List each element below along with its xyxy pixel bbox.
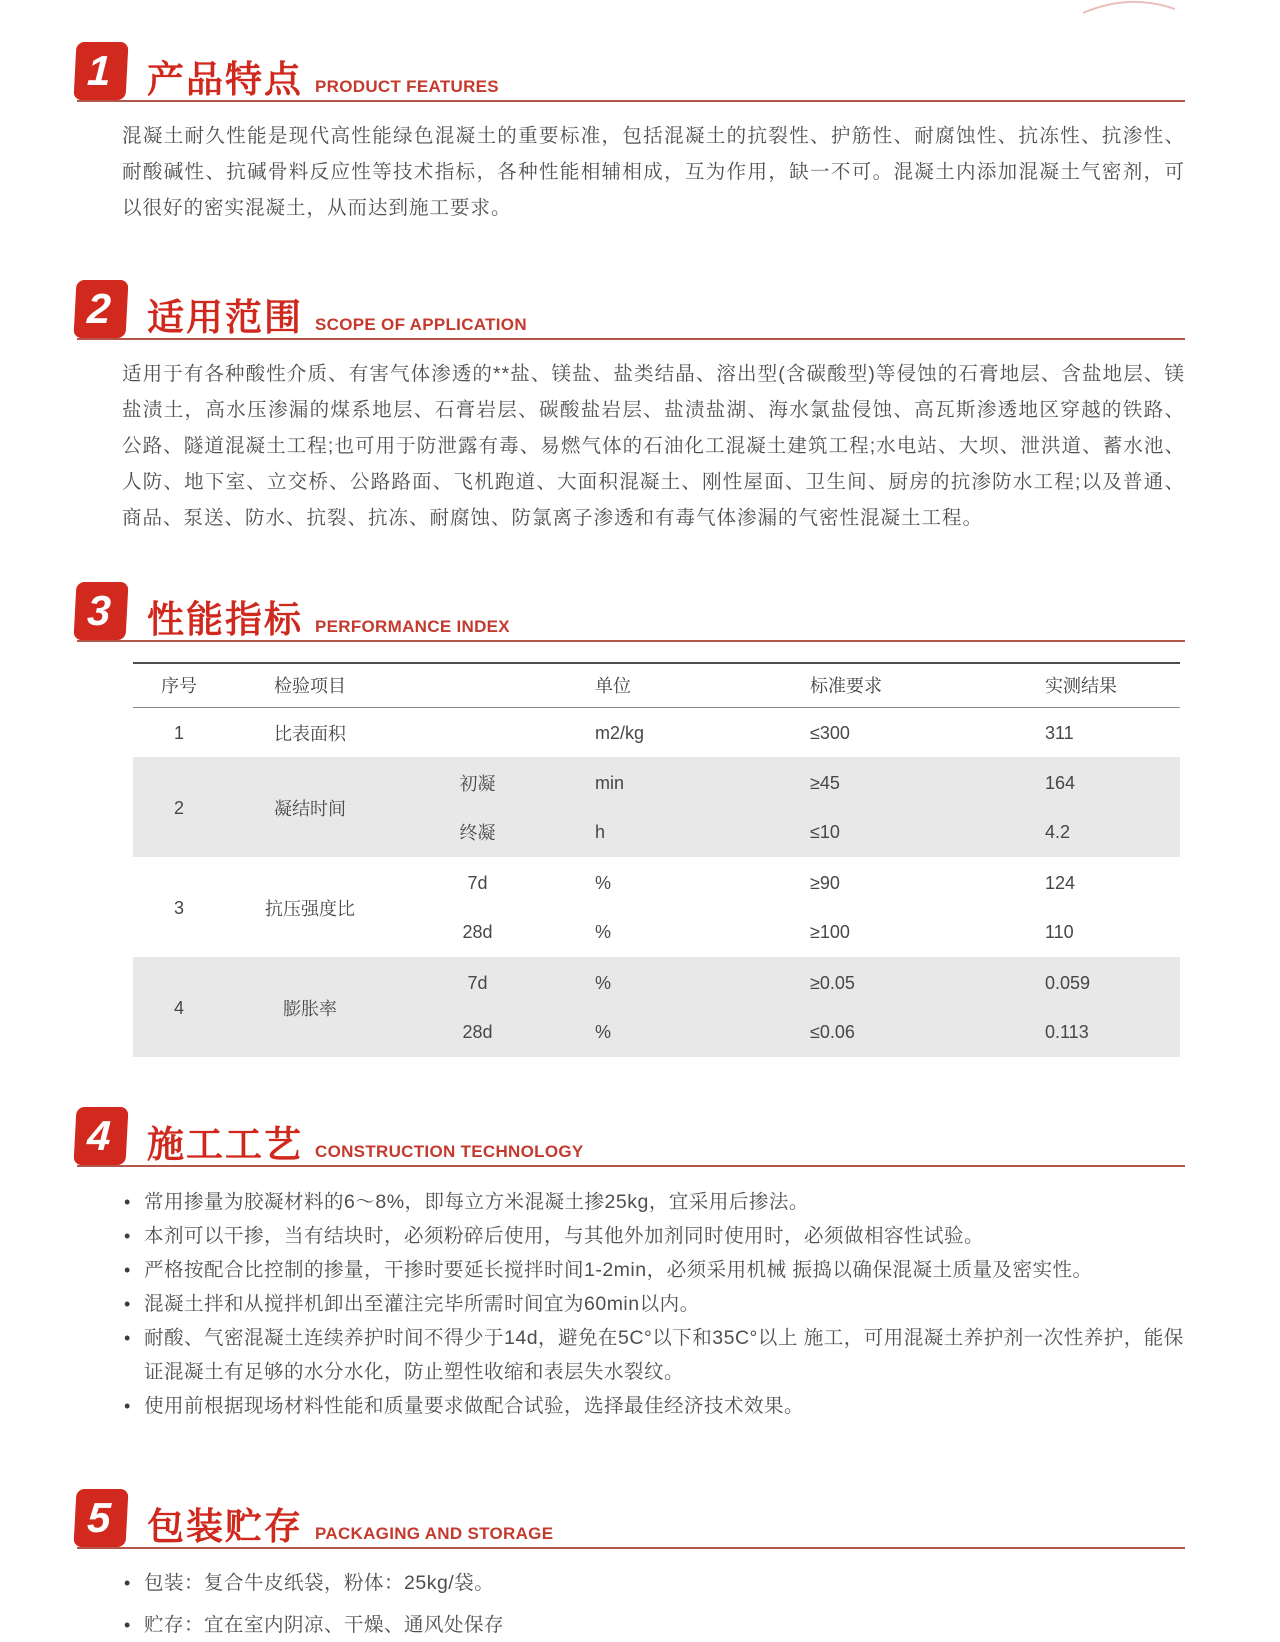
section-title: 包装贮存 [147, 1506, 303, 1547]
cell-requirement: ≥0.05 [810, 972, 855, 993]
list-item: • 使用前根据现场材料性能和质量要求做配合试验，选择最佳经济技术效果。 [122, 1389, 1185, 1423]
section-number-badge [73, 1107, 128, 1165]
cell-requirement: ≤300 [810, 722, 850, 743]
cell-result: 0.059 [1045, 972, 1091, 993]
header-sub-item [395, 663, 560, 707]
list-item: • 严格按配合比控制的掺量，干掺时要延长搅拌时间1-2min，必须采用机械 振捣以确保混凝土质量及密实性。 [122, 1253, 1185, 1287]
section-number: 3 [86, 587, 112, 634]
header-standard-requirement: 标准要求 [810, 676, 882, 697]
section-subtitle: CONSTRUCTION TECHNOLOGY [315, 1142, 584, 1161]
row-group-expansion-rate [133, 957, 1180, 1057]
header-rule [77, 338, 1185, 340]
section-titles [147, 1508, 553, 1545]
section-performance-index [75, 582, 1185, 1057]
cell-serial: 4 [173, 997, 184, 1018]
list-item: • 常用掺量为胶凝材料的6～8%，即每立方米混凝土掺25kg，宜采用后掺法。 [122, 1185, 1185, 1219]
cell-sub: 28d [462, 921, 493, 942]
header-serial-number: 序号 [161, 676, 197, 697]
row-group-compressive-strength-ratio [133, 857, 1180, 957]
cell-sub: 7d [467, 872, 488, 893]
cell-requirement: ≥90 [810, 872, 840, 893]
cell-item: 比表面积 [274, 724, 346, 745]
table-row [133, 857, 1180, 907]
section-scope-of-application [75, 280, 1185, 536]
cell-result: 110 [1045, 921, 1074, 942]
table-row [133, 757, 1180, 807]
cell-result: 311 [1045, 722, 1074, 743]
section-subtitle: PERFORMANCE INDEX [315, 617, 510, 636]
header-rule [77, 1165, 1185, 1167]
section-titles [147, 1126, 584, 1163]
cell-requirement: ≤0.06 [810, 1021, 855, 1042]
section-subtitle: SCOPE OF APPLICATION [315, 315, 527, 334]
list-item: • 混凝土拌和从搅拌机卸出至灌注完毕所需时间宜为60min以内。 [122, 1287, 1185, 1321]
section-number-badge [73, 42, 128, 100]
list-item: • 贮存：宜在室内阴凉、干燥、通风处保存 [122, 1609, 1185, 1642]
cell-unit: min [595, 772, 625, 793]
section-number-badge [73, 1489, 128, 1547]
section-header [75, 582, 1185, 644]
section-header [75, 280, 1185, 342]
table-row [133, 707, 1180, 757]
performance-table [133, 662, 1180, 1057]
cell-item: 膨胀率 [283, 999, 337, 1019]
cell-serial: 3 [173, 897, 184, 918]
table-header-row [133, 663, 1180, 707]
section-number: 2 [86, 285, 112, 332]
cell-unit: m2/kg [595, 722, 645, 743]
cell-item: 凝结时间 [274, 799, 346, 819]
section-packaging-and-storage [75, 1489, 1185, 1642]
cell-sub: 初凝 [459, 774, 496, 794]
section-titles [147, 61, 499, 98]
cell-result: 0.113 [1045, 1021, 1089, 1042]
section-number: 5 [86, 1494, 112, 1541]
cell-unit: % [595, 921, 612, 942]
section-header [75, 1107, 1185, 1169]
header-rule [77, 640, 1185, 642]
cell-result: 4.2 [1045, 821, 1071, 842]
section-construction-technology [75, 1107, 1185, 1423]
list-item: • 耐酸、气密混凝土连续养护时间不得少于14d，避免在5C°以下和35C°以上 施工，可用混凝土养护剂一次性养护，能保证混凝土有足够的水分水化，防止塑性收缩和表层失水裂纹。 [122, 1321, 1185, 1389]
section-header [75, 42, 1185, 104]
table-head [133, 663, 1180, 707]
header-rule [77, 1547, 1185, 1549]
header-test-item: 检验项目 [274, 676, 346, 697]
packaging-bullet-list [122, 1567, 1185, 1642]
table-row [133, 957, 1180, 1007]
cell-requirement: ≥45 [810, 772, 840, 793]
section-number: 4 [86, 1112, 112, 1159]
cell-unit: % [595, 972, 612, 993]
section-title: 性能指标 [147, 599, 303, 640]
section-titles [147, 299, 527, 336]
section-product-features [75, 42, 1185, 226]
cell-unit: % [595, 1021, 612, 1042]
cell-result: 164 [1045, 772, 1076, 793]
cell-sub: 7d [467, 972, 488, 993]
list-item: • 包装：复合牛皮纸袋，粉体：25kg/袋。 [122, 1567, 1185, 1600]
row-group-setting-time [133, 757, 1180, 857]
cell-sub [395, 707, 560, 757]
cell-serial: 1 [173, 722, 184, 743]
header-measured-result: 实测结果 [1045, 676, 1117, 697]
section-title: 产品特点 [147, 59, 303, 100]
header-unit: 单位 [595, 676, 631, 697]
cell-requirement: ≥100 [810, 921, 850, 942]
section-header [75, 1489, 1185, 1551]
row-group-specific-surface [133, 707, 1180, 757]
cell-unit: h [595, 821, 606, 842]
scope-paragraph: 适用于有各种酸性介质、有害气体渗透的**盐、镁盐、盐类结晶、溶出型(含碳酸型)等侵蚀的石膏地层、含盐地层、镁盐渍土，高水压渗漏的煤系地层、石膏岩层、碳酸盐岩层、盐渍盐湖、海水氯盐侵蚀、高瓦斯渗透地区穿越的铁路、公路、隧道混凝土工程;也可用于防泄露有毒、易燃气体的石油化工混凝土建筑工程;水电站、大坝、泄洪道、蓄水池、人防、地下室、立交桥、公路路面、飞机跑道、大面积混凝土、刚性屋面、卫生间、厨房的抗渗防水工程;以及普通、商品、泵送、防水、抗裂、抗冻、耐腐蚀、防氯离子渗透和有毒气体渗漏的气密性混凝土工程。 [122, 363, 1185, 529]
cell-result: 124 [1045, 872, 1076, 893]
section-number-badge [73, 280, 128, 338]
section-subtitle: PACKAGING AND STORAGE [315, 1524, 554, 1543]
cell-item: 抗压强度比 [265, 899, 355, 919]
cell-sub: 28d [462, 1021, 493, 1042]
features-paragraph: 混凝土耐久性能是现代高性能绿色混凝土的重要标准，包括混凝土的抗裂性、护筋性、耐腐蚀性、抗冻性、抗渗性、耐酸碱性、抗碱骨料反应性等技术指标，各种性能相辅相成，互为作用，缺一不可。混凝土内添加混凝土气密剂，可以很好的密实混凝土，从而达到施工要求。 [122, 125, 1185, 219]
section-title: 适用范围 [147, 297, 303, 338]
section-title: 施工工艺 [147, 1124, 303, 1165]
section-titles [147, 601, 510, 638]
header-rule [77, 100, 1185, 102]
section-subtitle: PRODUCT FEATURES [315, 77, 499, 96]
section-number: 1 [86, 47, 112, 94]
cell-unit: % [595, 872, 612, 893]
decorative-swoosh [1083, 0, 1175, 16]
cell-serial: 2 [173, 797, 184, 818]
section-number-badge [73, 582, 128, 640]
construction-bullet-list [122, 1185, 1185, 1423]
cell-requirement: ≤10 [810, 821, 840, 842]
list-item: • 本剂可以干掺，当有结块时，必须粉碎后使用，与其他外加剂同时使用时，必须做相容性试验。 [122, 1219, 1185, 1253]
cell-sub: 终凝 [459, 823, 496, 843]
